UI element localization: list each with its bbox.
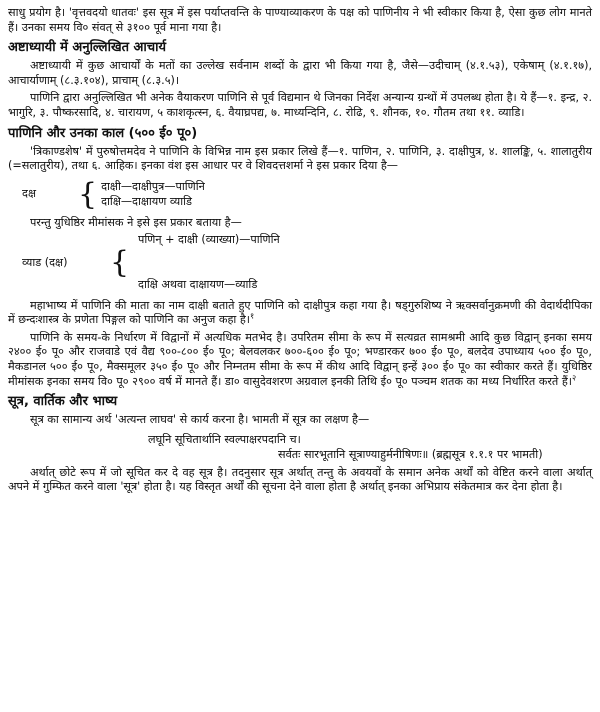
paragraph-mimamsaka-intro: परन्तु युधिष्ठिर मीमांसक ने इसे इस प्रकार बताया है— (30, 215, 242, 229)
paragraph-dating-text: पाणिनि के समय-के निर्धारण में विद्वानों में अत्यधिक मतभेद है। उपरितम सीमा के रूप में सत्यव्रत सामश्रमी आदि कुछ विद्वान् इनका समय २४०० ई० पू० और राजवाडे एवं वैद्य ९००-८०० ई० पू०; बेलवलकर ७००-६०० ई० पू०; भण्डारकर ७०० ई० पू०, बलदेव उपाध्याय ५०० ई० पू०, मैकडानल ५०० ई० पू०, मैक्समूलर ३५० ई० पू० और निम्नतम सीमा के रूप में कीथ आदि विद्वान् इन्हें ३०० ई० पू० का स्वीकार करते हैं। युधिष्ठिर मीमांसक इनका समय वि० पू० २९०० वर्ष में मानते हैं। डा० वासुदेवशरण अग्रवाल इनकी तिथि ई० पू० पञ्चम शतक का मध्य निर्धारित करते हैं। (8, 330, 592, 388)
paragraph-mahabhashya-text: महाभाष्य में पाणिनि की माता का नाम दाक्षी बताते हुए पाणिनि को दाक्षीपुत्र कहा गया है। षड्गुरुशिष्य ने ऋक्सर्वानुक्रमणी की वेदार्थदीपिका में छन्दःशास्त्र के प्रणेता पिङ्गल को पाणिनि का अनुज कहा है। (8, 298, 592, 327)
lineage-root-label: दक्ष (22, 187, 36, 201)
lineage-branch-2: दाक्षि—दाक्षायण व्याडि (101, 194, 193, 208)
section-heading-sutra-vartika-bhashya: सूत्र, वार्तिक और भाष्य (8, 394, 118, 410)
paragraph-names-of-panini: 'त्रिकाण्डशेष' में पुरुषोत्तमदेव ने पाणिनि के विभिन्न नाम इस प्रकार लिखे हैं—१. पाणिन, २. पाणिनि, ३. दाक्षीपुत्र, ४. शालङ्कि, ५. शालातुरीय (=सलातुरीय), तथा ६. आहिक। इनका वंश इस आधार पर वे शिवदत्तशर्मा ने इस प्रकार दिया है— (8, 144, 592, 173)
verse-line-1: लघूनि सूचितार्थानि स्वल्पाक्षरपदानि च। (148, 432, 301, 446)
lineage-branch-1: दाक्षी—दाक्षीपुत्र—पाणिनि (101, 180, 205, 194)
lineage-root-row (8, 244, 592, 280)
footnote-marker-1: १ (250, 311, 255, 321)
verse-line-2: सर्वतः सारभूतानि सूत्राण्याहुर्मनीषिणः॥ (ब्रह्मसूत्र १.१.१ पर भामती) (278, 447, 543, 461)
paragraph-sutra-definition: सूत्र का सामान्य अर्थ 'अत्यन्त लाघव' से कार्य करना है। भामती में सूत्र का लक्षण है— (30, 413, 370, 427)
lineage-root-label-2: व्याड (दक्ष) (22, 255, 68, 269)
verse-block (8, 432, 592, 462)
lineage-branches (101, 180, 205, 209)
lineage-bottom-branch: दाक्षि अथवा दाक्षायण—व्याडि (138, 277, 258, 291)
footnote-marker-2: २ (572, 372, 577, 382)
brace-icon: { (110, 244, 130, 280)
paragraph-opening: साधु प्रयोग है। 'वृत्तवदयो धातवः' इस सूत्र में इस पर्याप्तवन्ति के पाण्याव्याकरण के पक्ष को पाणिनीय ने भी स्वीकार किया है, ऐसा कुछ लोग मानते हैं। उनका समय वि० संवत् से ३१०० पूर्व माना गया है। (8, 6, 592, 34)
lineage-diagram-shivadatta (8, 176, 592, 212)
paragraph-pronoun-references: अष्टाध्यायी में कुछ आचार्यों के मतों का उल्लेख सर्वनाम शब्दों के द्वारा भी किया गया है, जैसे—उदीचाम् (४.१.५३), एकेषाम् (४.१.१७), आचार्याणाम् (८.३.१०४), प्राचाम् (८.३.५)। (8, 59, 592, 87)
section-heading-unmentioned-acharyas: अष्टाध्यायी में अनुल्लिखित आचार्य (8, 40, 166, 56)
brace-icon: { (78, 176, 98, 212)
section-heading-panini-period: पाणिनि और उनका काल (५०० ई० पू०) (8, 125, 198, 141)
lineage-top-branch: पणिन् + दाक्षी (व्याख्या)—पाणिनि (138, 233, 280, 247)
paragraph-mahabhashya (8, 299, 592, 328)
paragraph-sutra-explanation: अर्थात् छोटे रूप में जो सूचित कर दे वह सूत्र है। तदनुसार सूत्र अर्थात् तन्तु के अवयवों के समान अनेक अर्थों को वेष्टित करने वाला अर्थात् अपने में गुम्फित करने वाला 'सूत्र' होता है। यह विस्तृत अर्थों की सूचना देने वाला होता है अर्थात् इनका अभिप्राय संकेतमात्र कर देना होता है। (8, 465, 592, 494)
paragraph-dating-debate (8, 331, 592, 389)
lineage-diagram-mimamsaka (8, 233, 592, 292)
paragraph-grammarians-list: पाणिनि द्वारा अनुल्लिखित भी अनेक वैयाकरण पाणिनि से पूर्व विद्यमान थे जिनका निर्देश अन्यान्य ग्रन्थों में उपलब्ध होता है। ये हैं—१. इन्द्र, २. भागुरि, ३. पौष्करसादि, ४. चारायण, ५ काशकृत्स्न, ६. वैयाघ्रपद्य, ७. माध्यन्दिनि, ८. रोढि, ९. शौनक, १०. गौतम तथा ११. व्याडि। (8, 91, 592, 119)
